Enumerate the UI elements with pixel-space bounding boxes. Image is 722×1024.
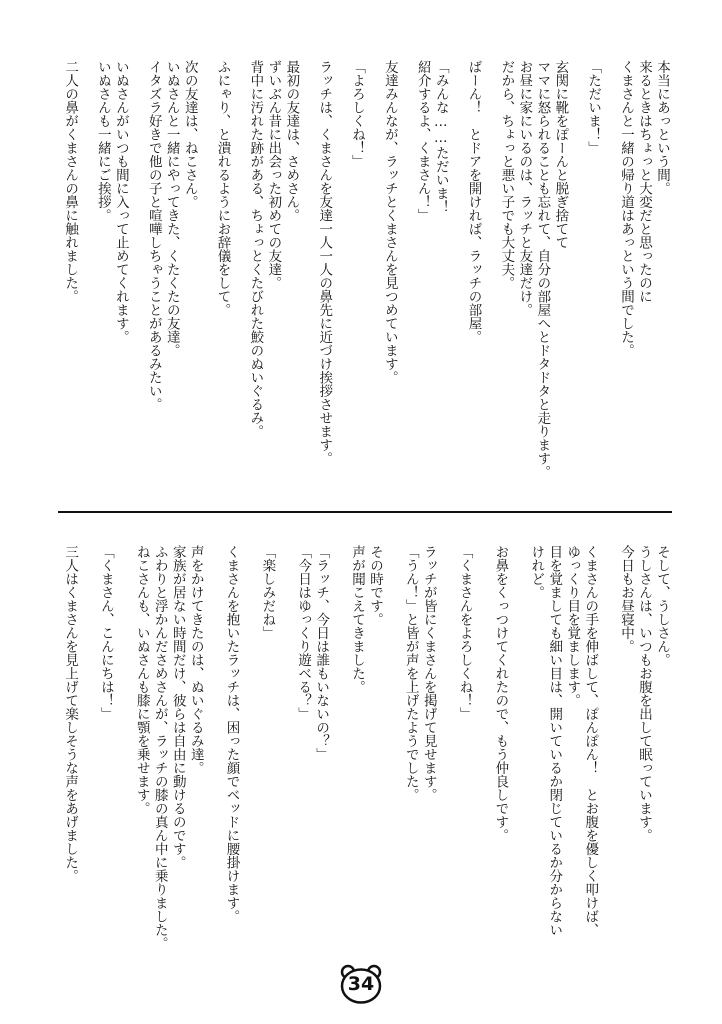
text-line: くまさんを抱いたラッチは、困った顔でベッドに腰掛けます。: [223, 545, 240, 923]
blank-line: [115, 545, 132, 945]
text-line: お昼に家にいるのは、ラッチと友達だけ。: [516, 60, 533, 317]
blank-line: [199, 60, 213, 490]
text-line: いぬさんがいつも間に入って止めてくれます。: [112, 60, 129, 344]
blank-line: [276, 545, 293, 945]
bottom-text-block: [60, 545, 670, 950]
blank-line: [330, 545, 347, 945]
text-line: けれど。: [528, 545, 545, 599]
top-text-block: [60, 60, 670, 490]
blank-line: [130, 60, 144, 490]
text-line: 目を覚ましても細い目は、開いているか閉じているか分からない: [546, 545, 563, 937]
text-line: 次の友達は、ねこさん。: [181, 60, 198, 209]
text-line: いぬさんも一緒にご挨拶。: [94, 60, 111, 222]
blank-line: [366, 60, 380, 490]
text-line: イタズラ好きで他の子と喧嘩しちゃうことがあるみたい。: [145, 60, 162, 411]
page-number-badge: [339, 963, 383, 1005]
text-line: 友達みんなが、ラッチとくまさんを見つめています。: [381, 60, 398, 384]
text-line: くまさんの手を伸ばして、ぽんぽん！ とお腹を優しく叩けば、: [582, 545, 599, 937]
text-line: 「ラッチ、今日は誰もいないの？」: [313, 545, 330, 761]
text-line: ママに怒られることも忘れて、自分の部屋へとドタドタと走ります。: [534, 60, 551, 479]
text-line: 玄関に靴をぽーんと脱ぎ捨てて: [552, 60, 569, 249]
text-line: ふにゃり、と潰れるようにお辞儀をして。: [214, 60, 231, 317]
text-line: くまさんと一緒の帰り道はあっという間でした。: [618, 60, 634, 357]
text-line: ラッチは、くまさんを友達一人一人の鼻先に近づけ挨拶させます。: [316, 60, 333, 465]
text-line: 三人はくまさんを見上げて楽しそうな声をあげました。: [62, 545, 79, 883]
text-line: 「くまさん、こんにちは！」: [97, 545, 114, 721]
section-divider: [58, 511, 672, 513]
text-line: ふわりと浮かんださめさんが、ラッチの膝の真ん中に乗りました。: [151, 545, 168, 950]
text-line: 今日もお昼寝中。: [618, 545, 634, 653]
blank-line: [241, 545, 258, 945]
blank-line: [599, 545, 616, 945]
blank-line: [79, 60, 93, 490]
text-line: お鼻をくっつけてくれたので、もう仲良しです。: [492, 545, 509, 842]
text-line: 最初の友達は、さめさん。: [283, 60, 300, 222]
blank-line: [232, 60, 246, 490]
text-line: 「楽しみだね」: [259, 545, 276, 640]
text-line: だから、ちょっと悪い子でも大丈夫。: [498, 60, 515, 290]
text-line: 「くまさんをよろしくね！」: [456, 545, 473, 721]
text-line: ずいぶん昔に出会った初めての友達。: [265, 60, 282, 290]
blank-line: [450, 60, 464, 490]
blank-line: [438, 545, 455, 945]
text-line: ラッチが皆にくまさんを掲げて見せます。: [420, 545, 437, 802]
text-line: 背中に汚れた跡がある、ちょっとくたびれた鮫のぬいぐるみ。: [247, 60, 264, 438]
blank-line: [399, 60, 413, 490]
text-line: ねこさんも、いぬさんも膝に顎を乗せます。: [133, 545, 150, 815]
text-line: 紹介するよ、くまさん！」: [414, 60, 431, 222]
text-line: 声をかけてきたのは、ぬいぐるみ達。: [187, 545, 204, 775]
text-line: その時です。: [366, 545, 383, 626]
page-number: 34: [347, 973, 375, 995]
text-line: ばーん！ とドアを開ければ、ラッチの部屋。: [465, 60, 482, 344]
text-line: 家族が居ない時間だけ、彼らは自由に動けるのです。: [169, 545, 186, 869]
blank-line: [569, 60, 583, 490]
blank-line: [474, 545, 491, 945]
text-line: うしさんは、いつもお腹を出して眠っています。: [636, 545, 652, 842]
text-line: そして、うしさん。: [654, 545, 670, 667]
blank-line: [509, 545, 526, 945]
text-line: 「よろしくね！」: [349, 60, 366, 168]
blank-line: [79, 545, 96, 945]
blank-line: [384, 545, 401, 945]
blank-line: [205, 545, 222, 945]
text-line: ゆっくり目を覚まします。: [564, 545, 581, 707]
text-line: 声が聞こえてきました。: [348, 545, 365, 694]
text-line: 二人の鼻がくまさんの鼻に触れました。: [62, 60, 79, 303]
text-line: 「うん！」と皆が声を上げたようでした。: [402, 545, 419, 802]
blank-line: [333, 60, 347, 490]
text-line: 「ただいま！」: [585, 60, 602, 155]
blank-line: [483, 60, 497, 490]
blank-line: [300, 60, 314, 490]
text-line: 来るときはちょっと大変だと思ったのに: [636, 60, 652, 303]
text-line: いぬさんと一緒にやってきた、くたくたの友達。: [163, 60, 180, 357]
text-line: 「みんな……ただいま！: [432, 60, 449, 214]
text-line: 「今日はゆっくり遊べる？」: [295, 545, 312, 721]
text-line: 本当にあっという間。: [654, 60, 670, 195]
blank-line: [602, 60, 616, 490]
